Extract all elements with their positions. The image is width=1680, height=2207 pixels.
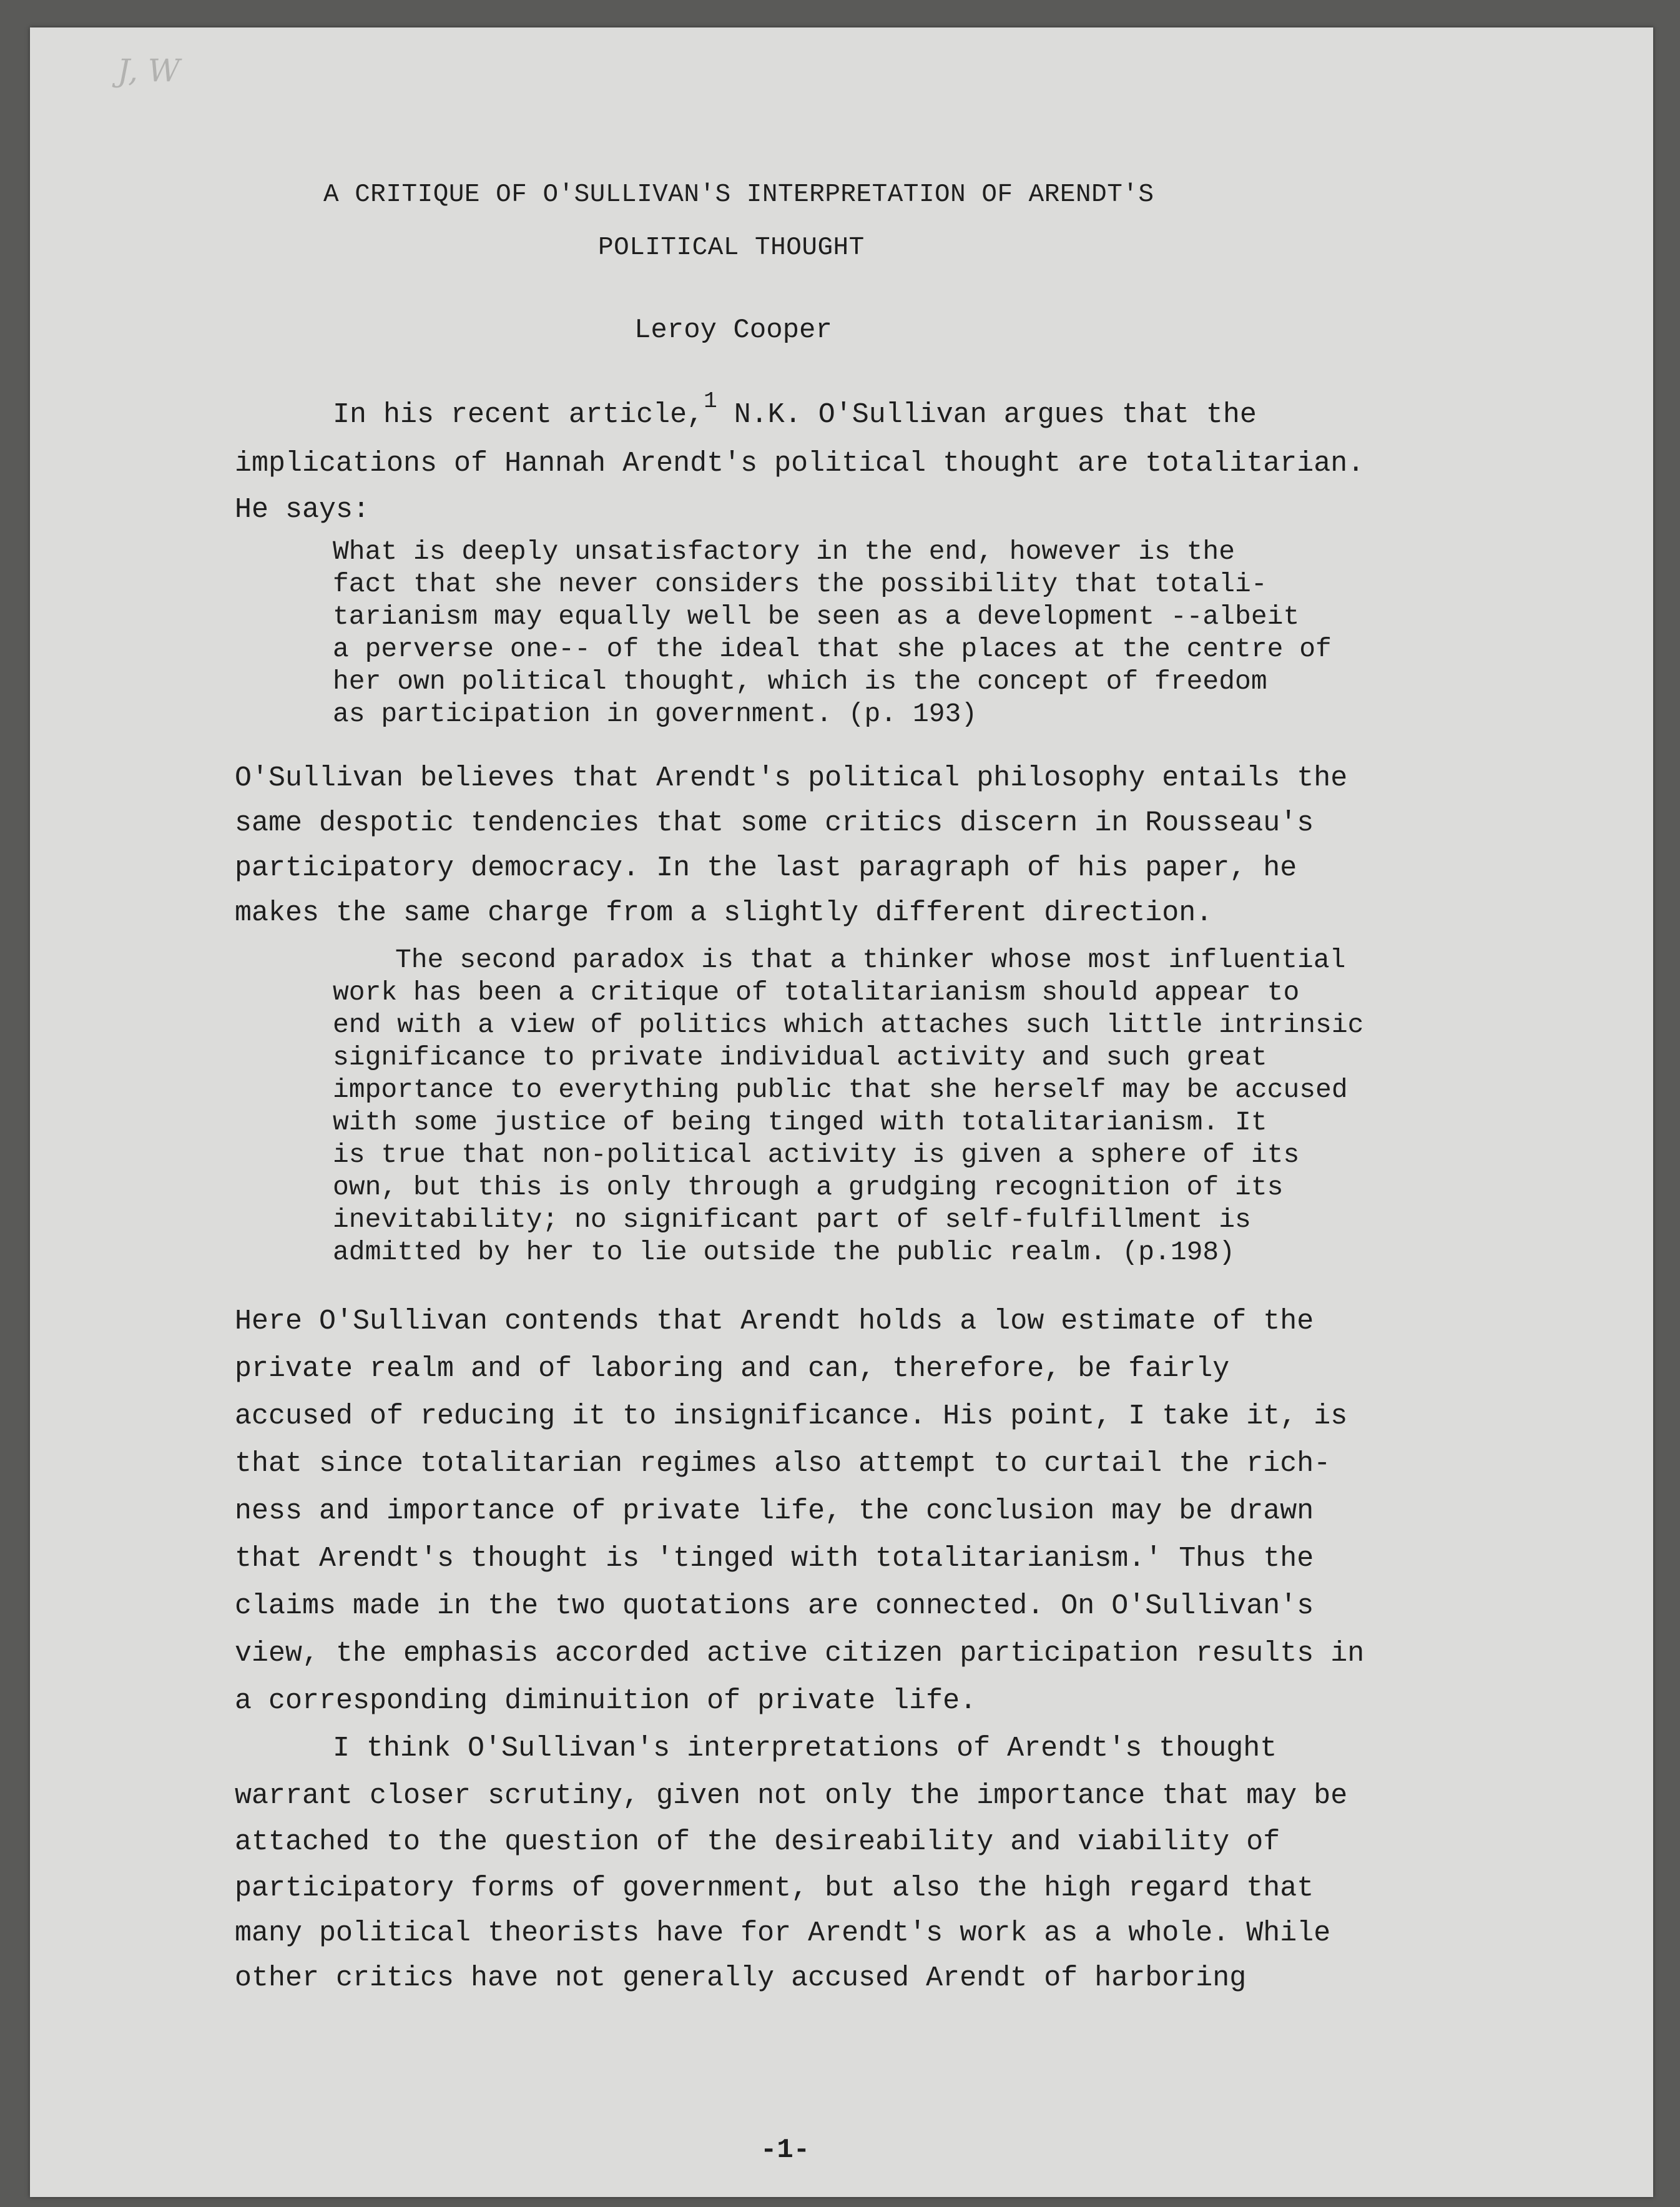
handwritten-mark: J, W — [117, 52, 180, 89]
paragraph-3-line: claims made in the two quotations are connected. On O'Sullivan's — [235, 1590, 1314, 1622]
paragraph-2-line: participatory democracy. In the last paragraph of his paper, he — [235, 852, 1297, 884]
page-number: -1- — [760, 2135, 810, 2166]
footnote-reference: 1 — [704, 388, 717, 414]
title-line-1: A CRITIQUE OF O'SULLIVAN'S INTERPRETATION OF ARENDT'S — [323, 180, 1154, 209]
author-name: Leroy Cooper — [634, 315, 832, 346]
paragraph-3-line: ness and importance of private life, the conclusion may be drawn — [235, 1495, 1314, 1527]
paragraph-4-line: participatory forms of government, but also the high regard that — [235, 1872, 1314, 1904]
quote-2-line: inevitability; no significant part of self-fulfillment is — [333, 1204, 1251, 1235]
paragraph-2-line: same despotic tendencies that some critics discern in Rousseau's — [235, 807, 1314, 839]
quote-1-line: her own political thought, which is the concept of freedom — [333, 666, 1267, 697]
quote-2-line: significance to private individual activity and such great — [333, 1042, 1267, 1073]
quote-1-line: as participation in government. (p. 193) — [333, 699, 978, 729]
paragraph-3-line: Here O'Sullivan contends that Arendt holds a low estimate of the — [235, 1305, 1314, 1337]
paragraph-3-line: accused of reducing it to insignificance. His point, I take it, is — [235, 1400, 1348, 1432]
title-line-2: POLITICAL THOUGHT — [598, 233, 865, 262]
quote-2-line: The second paradox is that a thinker whose most influential — [395, 945, 1346, 975]
quote-1-line: What is deeply unsatisfactory in the end, however is the — [333, 536, 1235, 567]
paragraph-4-line: many political theorists have for Arendt's work as a whole. While — [235, 1917, 1331, 1949]
quote-1-line: tarianism may equally well be seen as a development --albeit — [333, 601, 1300, 632]
paragraph-3-line: that Arendt's thought is 'tinged with totalitarianism.' Thus the — [235, 1543, 1314, 1575]
document-page — [30, 27, 1653, 2197]
paragraph-4-line: attached to the question of the desireability and viability of — [235, 1826, 1280, 1858]
quote-2-line: end with a view of politics which attaches such little intrinsic — [333, 1010, 1364, 1040]
quote-2-line: is true that non-political activity is given a sphere of its — [333, 1139, 1300, 1170]
paragraph-4-line: other critics have not generally accused Arendt of harboring — [235, 1962, 1247, 1994]
paragraph-1-line-1: In his recent article,$^1$ N.K. O'Sullivan argues that the — [333, 388, 1257, 431]
paragraph-1-line-2: implications of Hannah Arendt's political thought are totalitarian. — [235, 448, 1365, 479]
paragraph-4-line: I think O'Sullivan's interpretations of Arendt's thought — [333, 1733, 1277, 1764]
paragraph-3-line: private realm and of laboring and can, therefore, be fairly — [235, 1353, 1230, 1385]
quote-2-line: own, but this is only through a grudging recognition of its — [333, 1172, 1284, 1202]
paragraph-1-line-3: He says: — [235, 494, 370, 526]
quote-2-line: work has been a critique of totalitarianism should appear to — [333, 977, 1300, 1008]
quote-2-line: with some justice of being tinged with totalitarianism. It — [333, 1107, 1267, 1138]
paragraph-2-line: makes the same charge from a slightly different direction. — [235, 897, 1213, 929]
quote-2-line: admitted by her to lie outside the public realm. (p.198) — [333, 1237, 1235, 1267]
paragraph-3-line: that since totalitarian regimes also attempt to curtail the rich- — [235, 1448, 1331, 1480]
quote-1-line: fact that she never considers the possibility that totali- — [333, 569, 1267, 599]
quote-1-line: a perverse one-- of the ideal that she places at the centre of — [333, 634, 1332, 664]
paragraph-3-line: view, the emphasis accorded active citizen participation results in — [235, 1638, 1365, 1669]
paragraph-3-line: a corresponding diminuition of private life. — [235, 1685, 977, 1717]
paragraph-2-line: O'Sullivan believes that Arendt's political philosophy entails the — [235, 762, 1348, 794]
quote-2-line: importance to everything public that she herself may be accused — [333, 1074, 1348, 1105]
paragraph-4-line: warrant closer scrutiny, given not only the importance that may be — [235, 1780, 1348, 1812]
